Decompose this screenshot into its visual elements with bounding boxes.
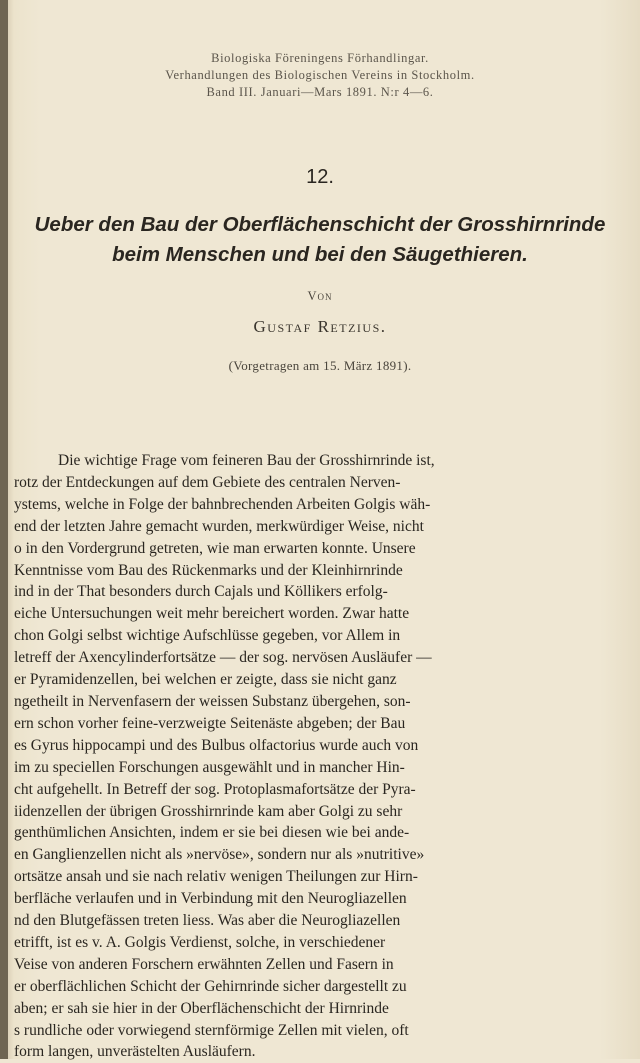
body-line: ngetheilt in Nervenfasern der weissen Substanz übergehen, son- xyxy=(14,692,411,710)
body-line: aben; er sah sie hier in der Oberflächenschicht der Hirnrinde xyxy=(14,999,389,1017)
body-line: form langen, unverästelten Ausläufern. xyxy=(14,1043,256,1061)
header-line-1: Biologiska Föreningens Förhandlingar. xyxy=(211,51,429,65)
byline-von: Von xyxy=(307,289,333,303)
body-line: end der letzten Jahre gemacht wurden, merkwürdiger Weise, nicht xyxy=(14,517,424,535)
body-line: Veise von anderen Forschern erwähnten Zellen und Fasern in xyxy=(14,955,394,973)
journal-header xyxy=(0,50,640,101)
body-line: berfläche verlaufen und in Verbindung mit den Neurogliazellen xyxy=(14,890,407,908)
title-line-1: Ueber den Bau der Oberflächenschicht der Grosshirnrinde xyxy=(34,213,606,236)
body-line: er oberflächlichen Schicht der Gehirnrinde sicher dargestellt zu xyxy=(14,977,407,995)
header-line-3: Band III. Januari—Mars 1891. N:r 4—6. xyxy=(206,85,434,99)
article-number: 12. xyxy=(306,166,334,188)
body-line: o in den Vordergrund getreten, wie man erwarten konnte. Unsere xyxy=(14,539,416,557)
body-line: im zu speciellen Forschungen ausgewählt und in mancher Hin- xyxy=(14,758,405,776)
body-line: ortsätze ansah und sie nach relativ wenigen Theilungen zur Hirn- xyxy=(14,868,418,886)
article-body xyxy=(14,450,576,1063)
body-line: chon Golgi selbst wichtige Aufschlüsse gegeben, vor Allem in xyxy=(14,627,401,645)
body-line: ern schon vorher feine-verzweigte Seitenäste abgeben; der Bau xyxy=(14,714,406,732)
body-line: ind in der That besonders durch Cajals und Köllikers erfolg- xyxy=(14,583,388,601)
header-line-2: Verhandlungen des Biologischen Vereins in Stockholm. xyxy=(165,68,475,82)
body-line: letreff der Axencylinderfortsätze — der sog. nervösen Ausläufer — xyxy=(14,649,432,667)
body-line: etrifft, ist es v. A. Golgis Verdienst, solche, in verschiedener xyxy=(14,933,386,951)
title-line-2: beim Menschen und bei den Säugethieren. xyxy=(112,243,528,266)
article-title xyxy=(0,210,640,270)
presentation-note: (Vorgetragen am 15. März 1891). xyxy=(228,358,412,373)
body-line: Kenntnisse vom Bau des Rückenmarks und der Kleinhirnrinde xyxy=(14,561,403,579)
body-line: es Gyrus hippocampi und des Bulbus olfactorius wurde auch von xyxy=(14,736,419,754)
body-line: er Pyramidenzellen, bei welchen er zeigte, dass sie nicht ganz xyxy=(14,671,397,689)
body-line: iidenzellen der übrigen Grosshirnrinde kam aber Golgi zu sehr xyxy=(14,802,403,820)
author-name: Gustaf Retzius. xyxy=(253,317,387,336)
body-line: rotz der Entdeckungen auf dem Gebiete des centralen Nerven- xyxy=(14,473,401,491)
body-line: Die wichtige Frage vom feineren Bau der Grosshirnrinde ist, xyxy=(58,452,435,469)
body-line: genthümlichen Ansichten, indem er sie bei diesen wie bei ande- xyxy=(14,824,410,842)
book-spine-edge xyxy=(0,0,8,1059)
body-line: cht aufgehellt. In Betreff der sog. Protoplasmafortsätze der Pyra- xyxy=(14,780,416,798)
body-line: ystems, welche in Folge der bahnbrechenden Arbeiten Golgis wäh- xyxy=(14,495,431,513)
body-line: nd den Blutgefässen treten liess. Was aber die Neurogliazellen xyxy=(14,912,401,930)
body-line: en Ganglienzellen nicht als »nervöse», sondern nur als »nutritive» xyxy=(14,846,425,864)
body-line: s rundliche oder vorwiegend sternförmige Zellen mit vielen, oft xyxy=(14,1021,409,1039)
body-line: eiche Untersuchungen weit mehr bereichert worden. Zwar hatte xyxy=(14,605,410,623)
